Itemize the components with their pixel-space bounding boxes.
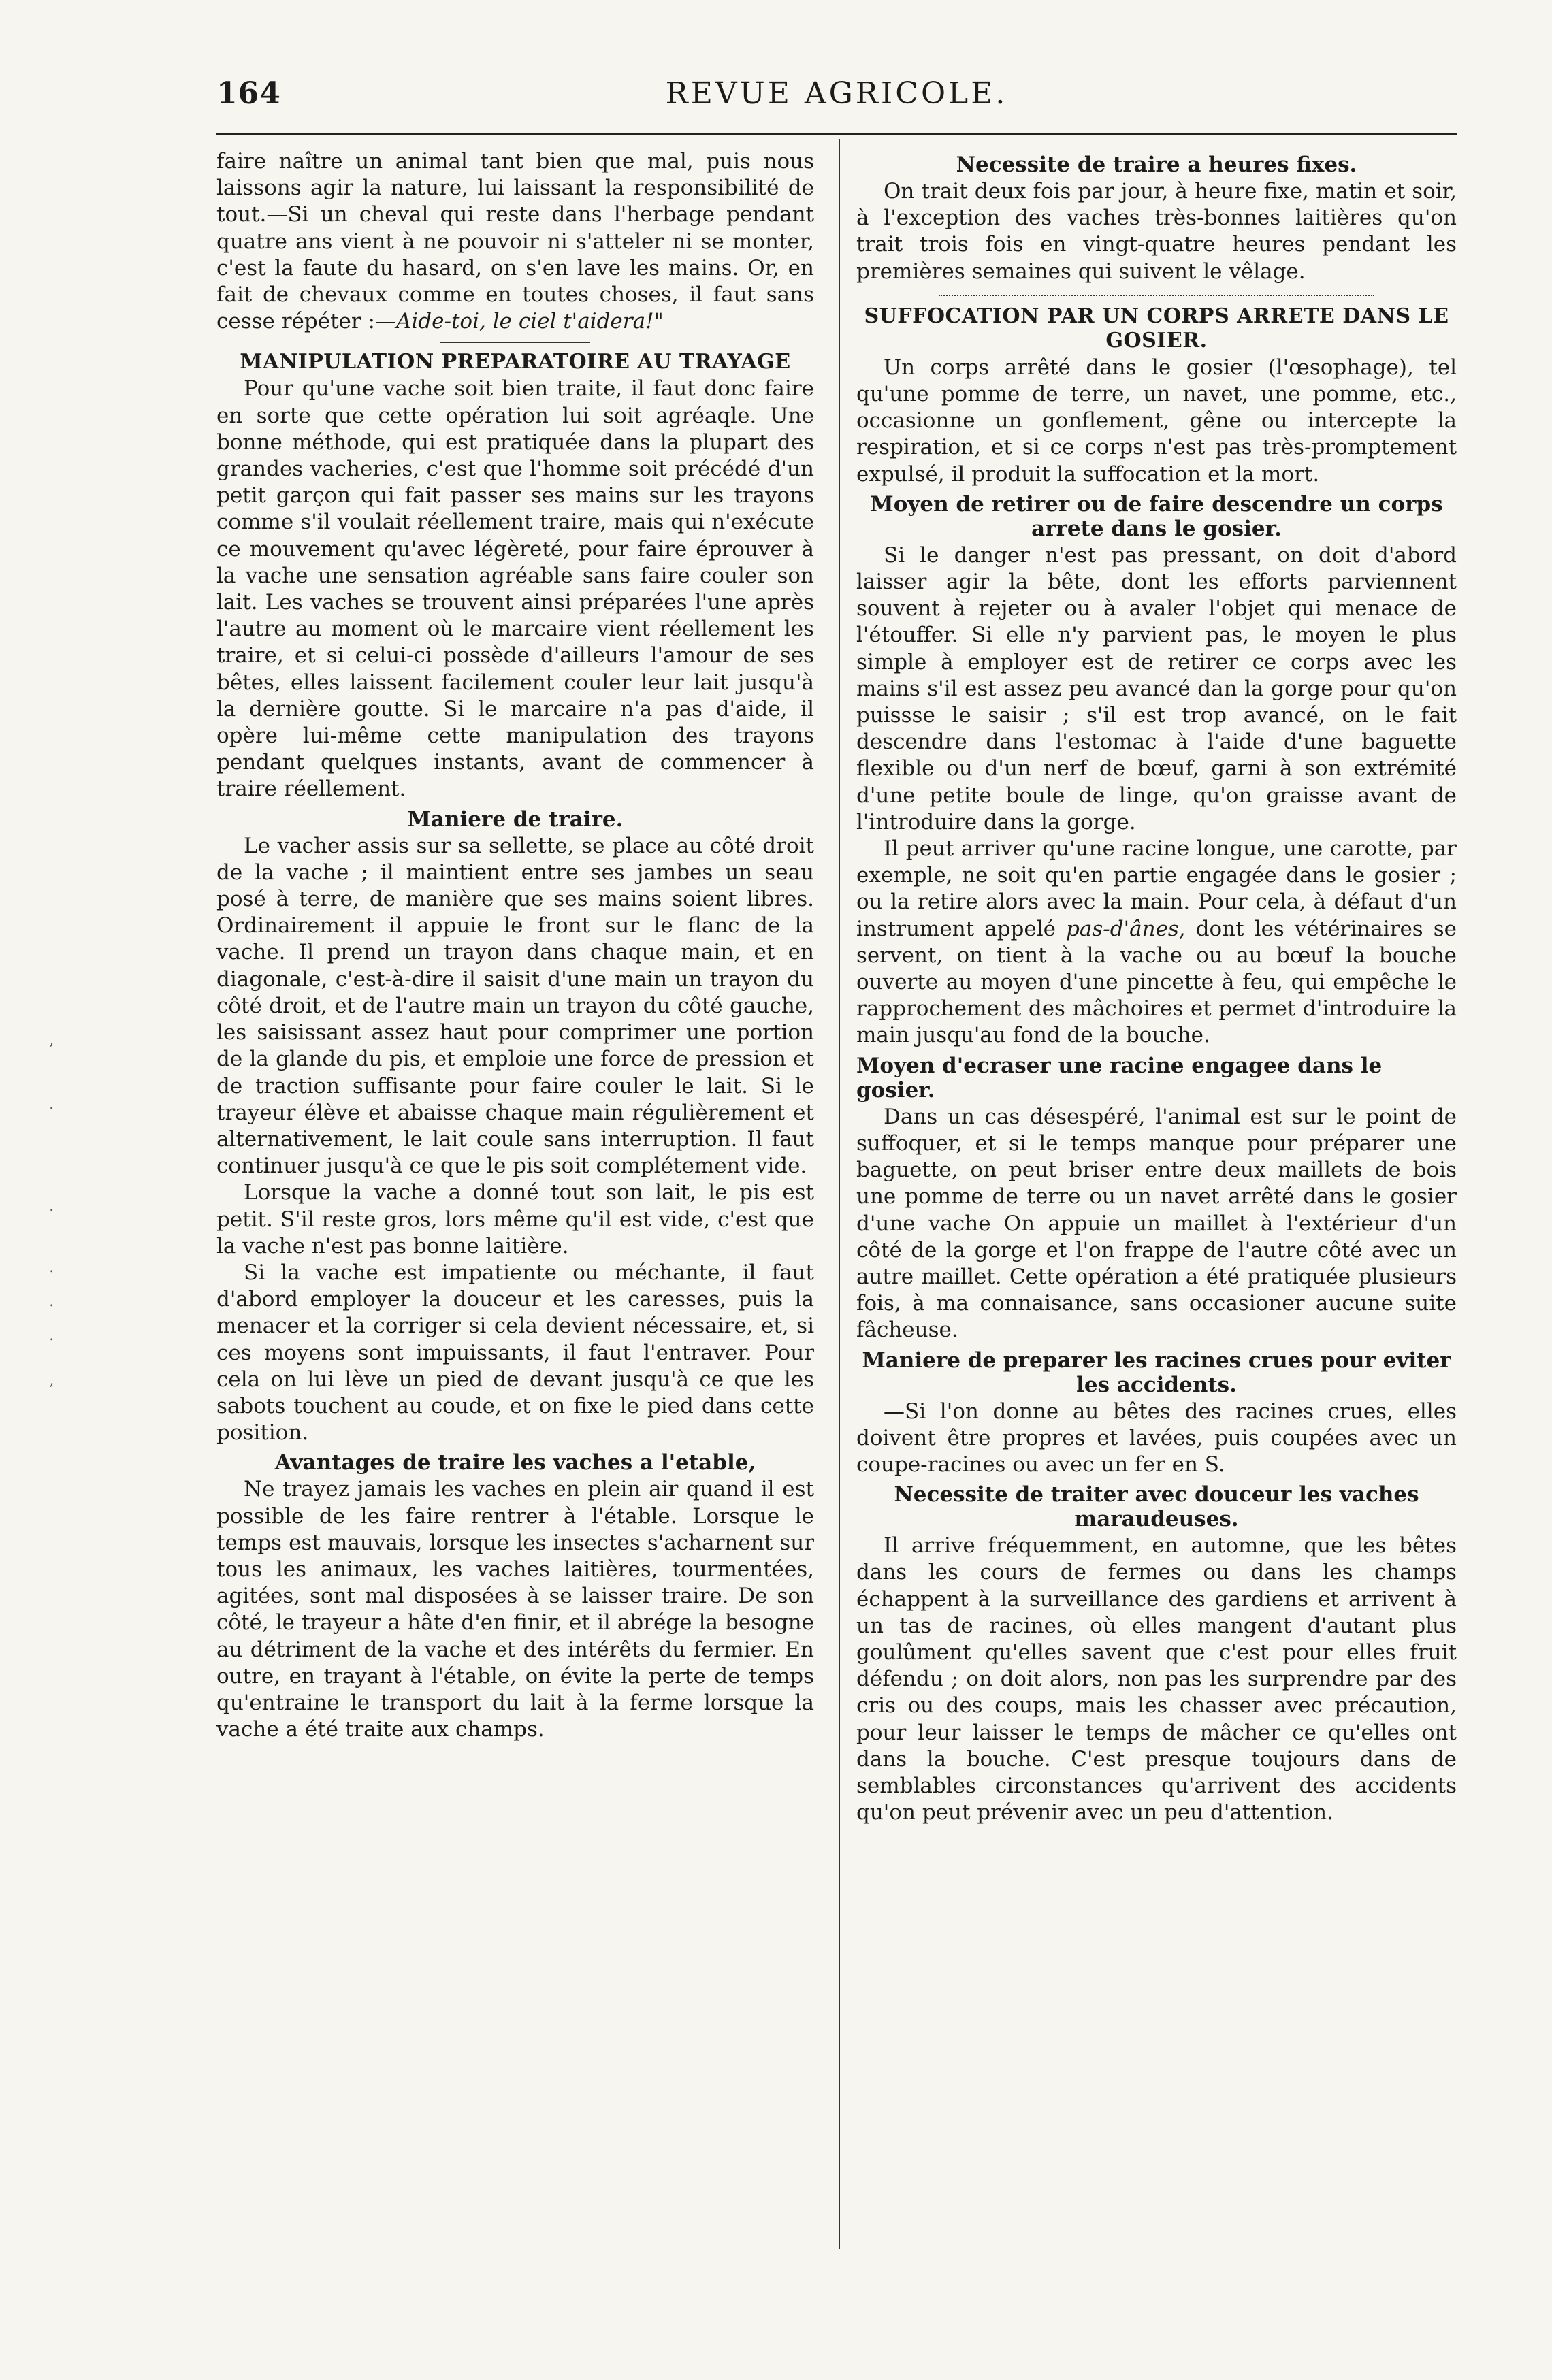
gutter-mark: ․: [49, 1259, 54, 1276]
gutter-mark: ’: [49, 1041, 54, 1058]
subsection-heading: Maniere de preparer les racines crues pour eviter les accidents.: [862, 1348, 1451, 1397]
paragraph-text: , dont les vétérinaires se servent, on tient à la vache ou au bœuf la bouche ouverte au moyen d'une pincette à feu, qui empêche le rapprochement des mâchoires et permet d'introduire la main jusqu'au fond de la bouche.: [856, 916, 1457, 1048]
paragraph: [216, 148, 814, 335]
left-column: [216, 148, 814, 1743]
gutter-mark: ․: [49, 1293, 54, 1310]
paragraph: Si la vache est impatiente ou méchante, il faut d'abord employer la douceur et les caresses, puis la menacer et la corriger si cela devient nécessaire, et, si ces moyens sont impuissants, il faut l'entraver. Pour cela on lui lève un pied de devant jusqu'à ce que les sabots touchent au coude, et on fixe le pied dans cette position.: [216, 1260, 814, 1446]
paragraph: Ne trayez jamais les vaches en plein air quand il est possible de les faire rentrer à l'étable. Lorsque le temps est mauvais, lorsque les insectes s'acharnent sur tous les animaux, les vaches laitières, tourmentées, agitées, sont mal disposées à se laisser traire. De son côté, le trayeur a hâte d'en finir, et il abrége la besogne au détriment de la vache et des intérêts du fermier. En outre, en trayant à l'étable, on évite la perte de temps qu'entraine le transport du lait à la ferme lorsque la vache a été traite aux champs.: [216, 1477, 814, 1742]
paragraph: —Si l'on donne au bêtes des racines crues, elles doivent être propres et lavées, puis coupées avec un coupe-racines ou avec un fer en S.: [856, 1399, 1457, 1477]
paragraph: Le vacher assis sur sa sellette, se place au côté droit de la vache ; il maintient entre ses jambes un seau posé à terre, de manière que ses mains soient libres. Ordinairement il appuie le front sur le flanc de la vache. Il prend un trayon dans chaque main, et en diagonale, c'est-à-dire il saisit d'une main un trayon du côté droit, et de l'autre main un trayon du côté gauche, les saisissant assez haut pour comprimer une portion de la glande du pis, et emploie une force de pression et de traction suffisante pour faire couler le lait. Si le trayeur élève et abaisse chaque main régulièrement et alternativement, le lait coule sans interruption. Il faut continuer jusqu'à ce que le pis soit complétement vide.: [216, 833, 814, 1179]
quote-mark: ": [653, 309, 664, 334]
subsection-heading: Necessite de traire a heures fixes.: [956, 152, 1357, 177]
subsection-heading: Maniere de traire.: [407, 806, 624, 832]
paragraph: Il arrive fréquemment, en automne, que les bêtes dans les cours de fermes ou dans les champs échappent à la surveillance des gardiens et arrivent à un tas de racines, où elles mangent d'autant plus goulûment qu'elles savent que c'est pour elles fruit défendu ; on doit alors, non pas les surprendre par des cris ou des coups, mais les chasser avec précaution, pour leur laisser le temps de mâcher ce qu'elles ont dans la bouche. C'est presque toujours dans de semblables circonstances qu'arrivent des accidents qu'on peut prévenir avec un peu d'attention.: [856, 1533, 1457, 1825]
header-rule: [216, 133, 1457, 135]
section-heading: SUFFOCATION PAR UN CORPS ARRETE DANS LE GOSIER.: [864, 304, 1449, 353]
paragraph: On trait deux fois par jour, à heure fixe, matin et soir, à l'exception des vaches très-bonnes laitières qu'on trait trois fois en vingt-quatre heures pendant les premières semaines qui suivent le vêlage.: [856, 179, 1457, 284]
page-header: [216, 63, 1457, 117]
paragraph: Un corps arrêté dans le gosier (l'œsophage), tel qu'une pomme de terre, un navet, une pomme, etc., occasionne un gonflement, gêne ou intercepte la respiration, et si ce corps n'est pas très-promptement expulsé, il produit la suffocation et la mort.: [856, 355, 1457, 487]
gutter-mark: ․: [49, 1096, 54, 1113]
italic-quote: Aide-toi, le ciel t'aidera!: [396, 309, 654, 334]
subsection-heading: Necessite de traiter avec douceur les vaches maraudeuses.: [894, 1482, 1419, 1532]
gutter-mark: ’: [49, 1382, 54, 1399]
paragraph: Lorsque la vache a donné tout son lait, le pis est petit. S'il reste gros, lors même qu'il est vide, c'est que la vache n'est pas bonne laitière.: [216, 1180, 814, 1258]
section-heading: MANIPULATION PREPARATOIRE AU TRAYAGE: [240, 350, 791, 374]
paragraph: Pour qu'une vache soit bien traite, il faut donc faire en sorte que cette opération lui soit agréaqle. Une bonne méthode, qui est pratiquée dans la plupart des grandes vacheries, c'est que l'homme soit précédé d'un petit garçon qui fait passer ses mains sur les trayons comme s'il voulait réellement traire, mais qui n'exécute ce mouvement qu'avec légèreté, pour faire éprouver à la vache une sensation agréable sans faire couler son lait. Les vaches se trouvent ainsi préparées l'une après l'autre au moment où le marcaire vient réellement les traire, et si celui-ci possède d'ailleurs l'amour de ses bêtes, elles laissent facilement couler leur lait jusqu'à la dernière goutte. Si le marcaire n'a pas d'aide, il opère lui-même cette manipulation des trayons pendant quelques instants, avant de commencer à traire réellement.: [216, 376, 814, 802]
column-divider: [839, 139, 840, 2249]
subsection-heading: Moyen d'ecraser une racine engagee dans le gosier.: [856, 1053, 1383, 1103]
page-number: 164: [216, 76, 281, 111]
subsection-heading: Avantages de traire les vaches a l'etable,: [274, 1450, 756, 1476]
section-rule: [440, 342, 590, 343]
gutter-mark: ․: [49, 1198, 54, 1215]
running-head: REVUE AGRICOLE.: [665, 76, 1008, 111]
subsection-heading: Moyen de retirer ou de faire descendre un corps arrete dans le gosier.: [870, 491, 1443, 541]
paragraph: [856, 836, 1457, 1049]
gutter-mark: ․: [49, 1327, 54, 1344]
paragraph-text: Il peut arriver qu'une racine longue, une carotte, par exemple, ne soit qu'en partie engagée dans le gosier ; ou la retire alors avec la main. Pour cela, à défaut d'un instrument appelé: [856, 836, 1457, 941]
section-rule: [939, 295, 1374, 296]
italic-term: pas-d'ânes: [1066, 916, 1179, 941]
paragraph: Si le danger n'est pas pressant, on doit d'abord laisser agir la bête, dont les efforts parviennent souvent à rejeter ou à avaler l'objet qui menace de l'étouffer. Si elle n'y parvient pas, le moyen le plus simple à employer est de retirer ce corps avec les mains s'il est assez peu avancé dan la gorge pour qu'on puissse le saisir ; s'il est trop avancé, on le fait descendre dans l'estomac à l'aide d'une baguette flexible ou d'un nerf de bœuf, garni à son extrémité d'une petite boule de linge, qu'on graisse avant de l'introduire dans la gorge.: [856, 542, 1457, 834]
paragraph-text: faire naître un animal tant bien que mal, puis nous laissons agir la nature, lui laissant la responsibilité de tout.—Si un cheval qui reste dans l'herbage pendant quatre ans vient à ne pouvoir ni s'atteler ni se monter, c'est la faute du hasard, on s'en lave les mains. Or, en fait de chevaux comme en toutes choses, il faut sans cesse répéter :—: [216, 149, 814, 334]
right-column: [856, 148, 1457, 1826]
paragraph: Dans un cas désespéré, l'animal est sur le point de suffoquer, et si le temps manque pour préparer une baguette, on peut briser entre deux maillets de bois une pomme de terre ou un navet arrêté dans le gosier d'une vache On appuie un maillet à l'extérieur d'un côté de la gorge et l'on frappe de l'autre côté avec un autre maillet. Cette opération a été pratiquée plusieurs fois, à ma connaisance, sans occasioner aucune suite fâcheuse.: [856, 1104, 1457, 1343]
